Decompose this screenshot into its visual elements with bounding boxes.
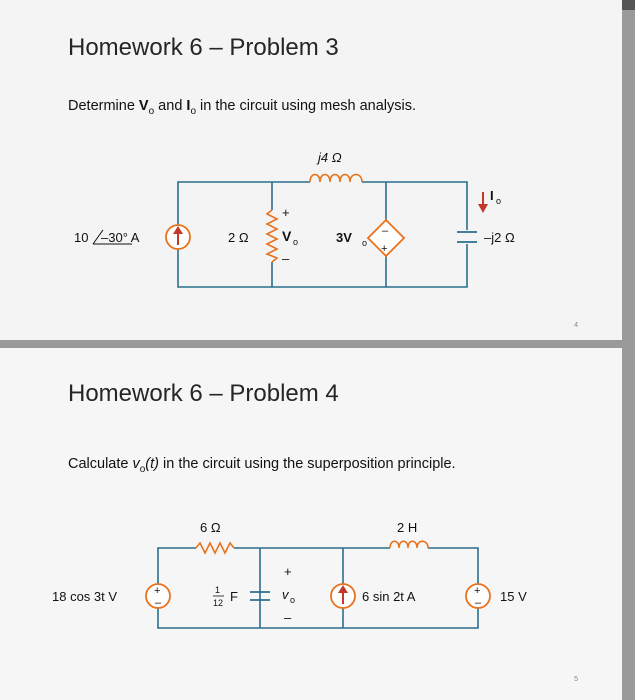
voltage-source-icon bbox=[146, 584, 170, 609]
inductor-label: 2 H bbox=[397, 520, 418, 535]
resistor-icon bbox=[196, 543, 234, 553]
prompt-symbol-t: (t) bbox=[145, 456, 159, 472]
dep-source-label: 3V bbox=[336, 230, 352, 245]
prompt-symbol-v: V bbox=[138, 98, 149, 114]
vo-plus: + bbox=[282, 205, 290, 220]
page-number: 4 bbox=[574, 322, 578, 329]
capacitor-label: –j2 Ω bbox=[484, 230, 515, 245]
circuit-diagram-4 bbox=[0, 348, 622, 700]
circuit-wires bbox=[158, 548, 481, 628]
source-angle: –30° A bbox=[101, 230, 140, 245]
vs-plus: + bbox=[154, 585, 161, 597]
circuit-wires bbox=[178, 182, 467, 287]
prompt-text: and bbox=[154, 98, 187, 114]
capacitor-icon bbox=[457, 232, 477, 242]
vs-minus: – bbox=[155, 597, 162, 609]
slide-problem-4 bbox=[0, 348, 622, 700]
prompt-text: in the circuit using mesh analysis. bbox=[196, 98, 417, 114]
prompt-sub: o bbox=[148, 105, 155, 117]
current-arrow-icon bbox=[478, 192, 488, 213]
cap-den: 12 bbox=[213, 598, 224, 608]
vo-sub: o bbox=[293, 237, 299, 247]
cap-num: 1 bbox=[215, 585, 221, 595]
vo-minus: – bbox=[282, 251, 290, 266]
dc-plus: + bbox=[474, 585, 481, 597]
cap-unit: F bbox=[230, 589, 238, 604]
prompt-text: in the circuit using the superposition principle. bbox=[158, 456, 456, 472]
inductor-icon bbox=[390, 541, 428, 548]
inductor-icon bbox=[310, 175, 362, 183]
vo-label: V bbox=[282, 228, 292, 244]
prompt-sub: o bbox=[139, 463, 146, 475]
dc-minus: – bbox=[475, 597, 482, 609]
resistor-icon bbox=[267, 210, 277, 262]
slide-problem-3 bbox=[0, 0, 622, 340]
resistor-label: 2 Ω bbox=[228, 230, 249, 245]
page-number: 5 bbox=[574, 676, 578, 683]
slide-title: Homework 6 – Problem 4 bbox=[68, 380, 339, 407]
dep-plus: + bbox=[381, 243, 388, 255]
dc-source-label: 15 V bbox=[500, 589, 527, 604]
vo-minus: – bbox=[284, 610, 292, 625]
dep-source-sub: o bbox=[362, 238, 368, 248]
prompt-symbol-i: I bbox=[186, 98, 191, 114]
vsource-label: 18 cos 3t V bbox=[52, 589, 118, 604]
vo-sub: o bbox=[290, 595, 296, 605]
vo-label: v bbox=[282, 587, 289, 602]
inductor-label: j4 Ω bbox=[318, 150, 342, 165]
dc-source-icon bbox=[466, 584, 490, 609]
current-source-icon bbox=[166, 225, 190, 249]
io-sub: o bbox=[496, 196, 502, 206]
io-label: I bbox=[490, 188, 494, 203]
current-source-icon bbox=[331, 584, 355, 608]
prompt-text: Determine bbox=[68, 98, 139, 114]
vo-plus: + bbox=[284, 564, 292, 579]
resistor-label: 6 Ω bbox=[200, 520, 221, 535]
slide-title: Homework 6 – Problem 3 bbox=[68, 34, 339, 61]
circuit-diagram-3 bbox=[0, 0, 622, 340]
dep-minus: – bbox=[382, 225, 389, 237]
source-label: 10 bbox=[74, 230, 89, 245]
prompt-sub: o bbox=[190, 105, 196, 117]
prompt-text: Calculate bbox=[68, 456, 133, 472]
prompt-symbol-v: v bbox=[132, 456, 140, 472]
dependent-source-icon bbox=[368, 220, 404, 256]
isource-label: 6 sin 2t A bbox=[362, 589, 416, 604]
